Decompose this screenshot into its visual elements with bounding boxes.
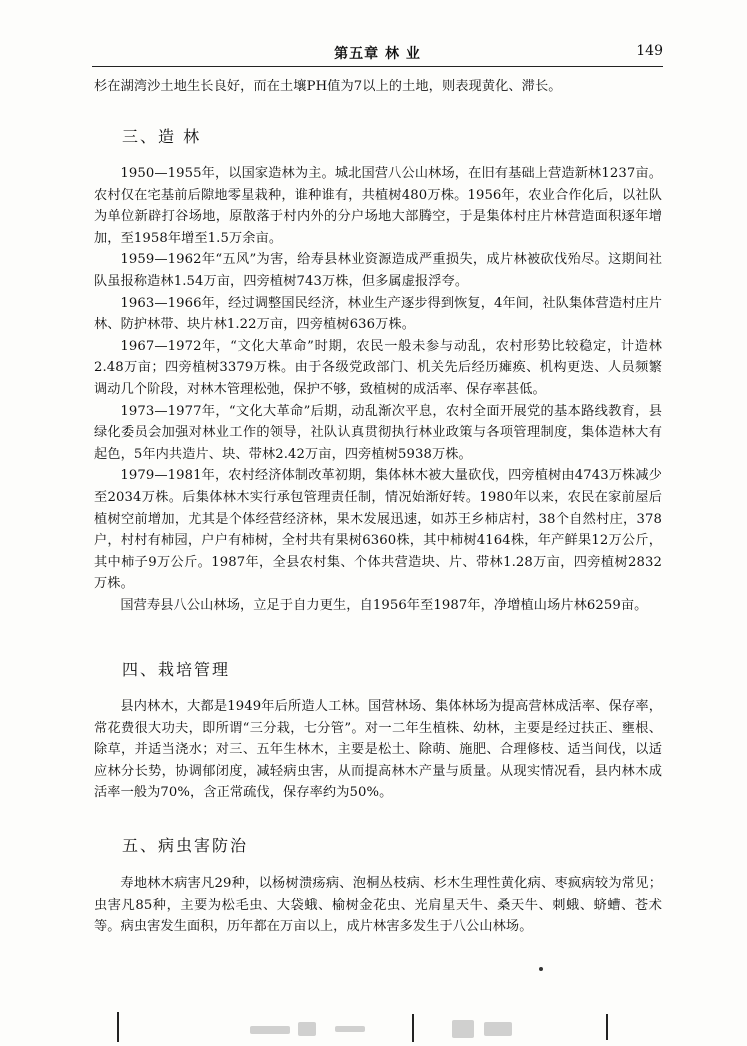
paragraph: 1979—1981年，农村经济体制改革初期，集体林木被大量砍伐，四旁植树由4743万株减少至2034万株。后集体林木实行承包管理责任制，情况始渐好转。1980年以来，农民在家前屋后植树空前增加，尤其是个体经营经济林，果木发展迅速，如苏王乡柿店村，38个自然村庄，378户，村村有柿园，户户有柿树，全村共有果树6360株，其中柿树4164株，年产鲜果12万公斤，其中柿子9万公斤。1987年，全县农村集、个体共营造块、片、带林1.28万亩，四旁植树2832万株。	[94, 468, 662, 592]
paragraph: 1973—1977年，“文化大革命”后期，动乱渐次平息，农村全面开展党的基本路线教育，县绿化委员会加强对林业工作的领导，社队认真贯彻执行林业政策与各项管理制度，集体造林大有起色，5年内共造片、块、带林2.42万亩，四旁植树5938万株。	[94, 403, 662, 462]
section-body-afforestation	[94, 163, 662, 616]
scan-mark	[117, 1012, 119, 1042]
running-header	[92, 43, 663, 65]
header-divider	[92, 66, 663, 67]
section-heading-cultivation: 四、栽培管理	[122, 660, 231, 679]
paragraph: 县内林木，大都是1949年后所造人工林。国营林场、集体林场为提高营林成活率、保存率，常花费很大功夫，即所谓“三分栽，七分管”。对一二年生植株、幼林，主要是经过扶正、壅根、除草，并适当浇水；对三、五年生林木，主要是松土、除萌、施肥、合理修枝、适当间伐，以适应林分长势，协调郁闭度，减轻病虫害，从而提高林木产量与质量。从现实情况看，县内林木成活率一般为70%，含正常疏伐，保存率约为50%。	[94, 699, 662, 801]
paragraph: 1963—1966年，经过调整国民经济，林业生产逐步得到恢复，4年间，社队集体营造村庄片林、防护林带、块片林1.22万亩，四旁植树636万株。	[94, 295, 662, 333]
section-heading-afforestation: 三、造 林	[122, 127, 202, 146]
scan-smudge	[335, 1026, 365, 1032]
section-heading-pest-control: 五、病虫害防治	[122, 836, 249, 855]
section-body-pest-control	[94, 873, 662, 938]
section-body-cultivation	[94, 696, 662, 804]
continued-paragraph: 杉在湖湾沙土地生长良好，而在土壤PH值为7以上的土地，则表现黄化、滞长。	[94, 79, 562, 94]
paragraph: 1967—1972年，“文化大革命”时期，农民一般未参与动乱，农村形势比较稳定，计造林2.48万亩；四旁植树3379万株。由于各级党政部门、机关先后经历瘫痪、机构更迭、人员频繁调动几个阶段，对林木管理松弛，保护不够，致植树的成活率、保存率甚低。	[94, 338, 662, 397]
page-number: 149	[636, 43, 663, 59]
paragraph: 1950—1955年，以国家造林为主。城北国营八公山林场，在旧有基础上营造新林1237亩。农村仅在宅基前后隙地零星栽种，谁种谁有，共植树480万株。1956年，农业合作化后，以社队为单位新辟打谷场地，原散落于村内外的分户场地大部腾空，于是集体村庄片林营造面积逐年增加，至1958年增至1.5万余亩。	[94, 166, 662, 246]
scan-mark	[606, 1014, 608, 1040]
scan-dot	[539, 967, 543, 971]
continued-text-block	[94, 76, 662, 98]
chapter-title: 第五章 林 业	[334, 46, 421, 62]
paragraph: 1959—1962年“五风”为害，给寿县林业资源造成严重损失，成片林被砍伐殆尽。这期间社队虽报称造林1.54万亩，四旁植树743万株，但多属虚报浮夸。	[94, 252, 662, 289]
scan-smudge	[484, 1022, 512, 1036]
paragraph: 国营寿县八公山林场，立足于自力更生，自1956年至1987年，净增植山场片林6259亩。	[120, 597, 648, 613]
paragraph: 寿地林木病害凡29种，以杨树溃疡病、泡桐丛枝病、杉木生理性黄化病、枣疯病较为常见；虫害凡85种，主要为松毛虫、大袋蛾、榆树金花虫、光肩星天牛、桑天牛、刺蛾、蛴螬、苍术等。病虫害发生面积，历年都在万亩以上，成片林害多发生于八公山林场。	[94, 876, 662, 935]
scan-smudge	[250, 1026, 290, 1034]
scan-smudge	[452, 1020, 474, 1038]
scan-artifacts	[0, 1000, 747, 1046]
scan-smudge	[298, 1022, 316, 1036]
scan-mark	[412, 1014, 414, 1042]
